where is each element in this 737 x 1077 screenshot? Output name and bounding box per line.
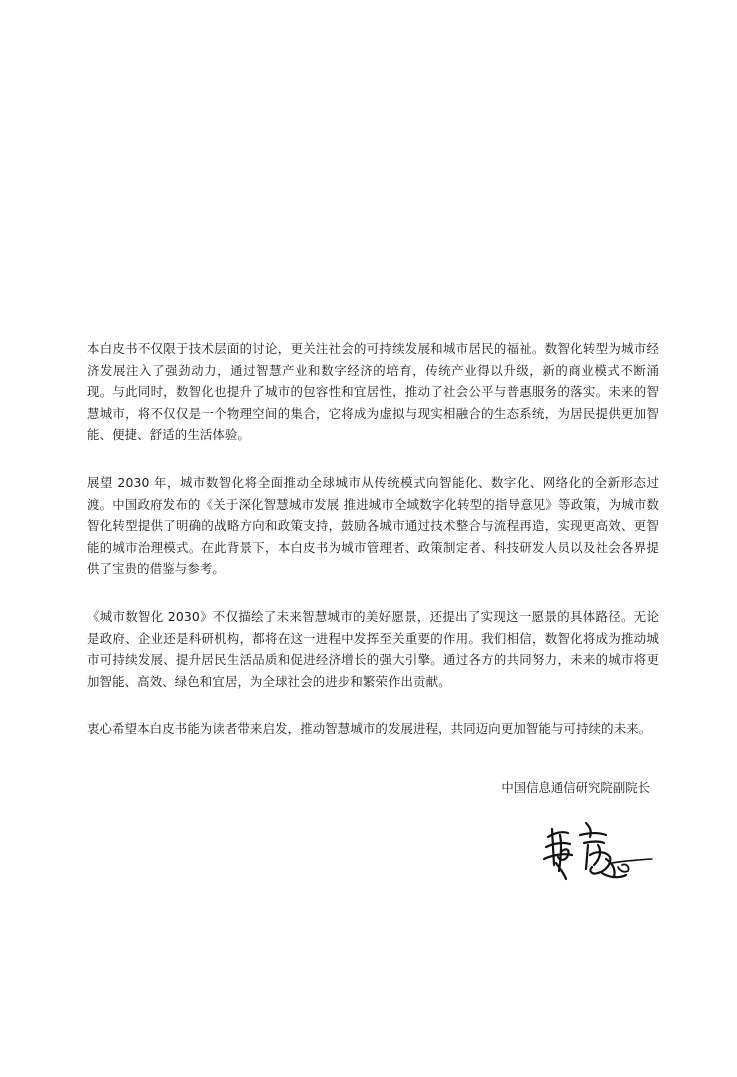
signature-image: [540, 815, 655, 885]
paragraph-3: 《城市数智化 2030》不仅描绘了未来智慧城市的美好愿景，还提出了实现这一愿景的具体路径。无论是政府、企业还是科研机构，都将在这一进程中发挥至关重要的作用。我们相信，数智化将成为推动城市可持续发展、提升居民生活品质和促进经济增长的强大引擎。通过各方的共同努力，未来的城市将更加智能、高效、绿色和宜居，为全球社会的进步和繁荣作出贡献。: [87, 608, 659, 689]
paragraph-1: 本白皮书不仅限于技术层面的讨论，更关注社会的可持续发展和城市居民的福祉。数智化转型为城市经济发展注入了强劲动力，通过智慧产业和数字经济的培育，传统产业得以升级，新的商业模式不断涌现。与此同时，数智化也提升了城市的包容性和宜居性，推动了社会公平与普惠服务的落实。未来的智慧城市，将不仅仅是一个物理空间的集合，它将成为虚拟与现实相融合的生态系统，为居民提供更加智能、便捷、舒适的生活体验。: [87, 341, 659, 443]
body-text: [87, 338, 659, 766]
author-title: 中国信息通信研究院副院长: [501, 780, 650, 795]
paragraph-2: 展望 2030 年，城市数智化将全面推动全球城市从传统模式向智能化、数字化、网络化的全新形态过渡。中国政府发布的《关于深化智慧城市发展 推进城市全域数字化转型的指导意见》等政策，为城市数智化转型提供了明确的战略方向和政策支持，鼓励各城市通过技术整合与流程再造，实现更高效、更智能的城市治理模式。在此背景下，本白皮书为城市管理者、政策制定者、科技研发人员以及社会各界提供了宝贵的借鉴与参考。: [87, 474, 659, 577]
paragraph-4: 衷心希望本白皮书能为读者带来启发，推动智慧城市的发展进程，共同迈向更加智能与可持续的未来。: [87, 721, 652, 737]
